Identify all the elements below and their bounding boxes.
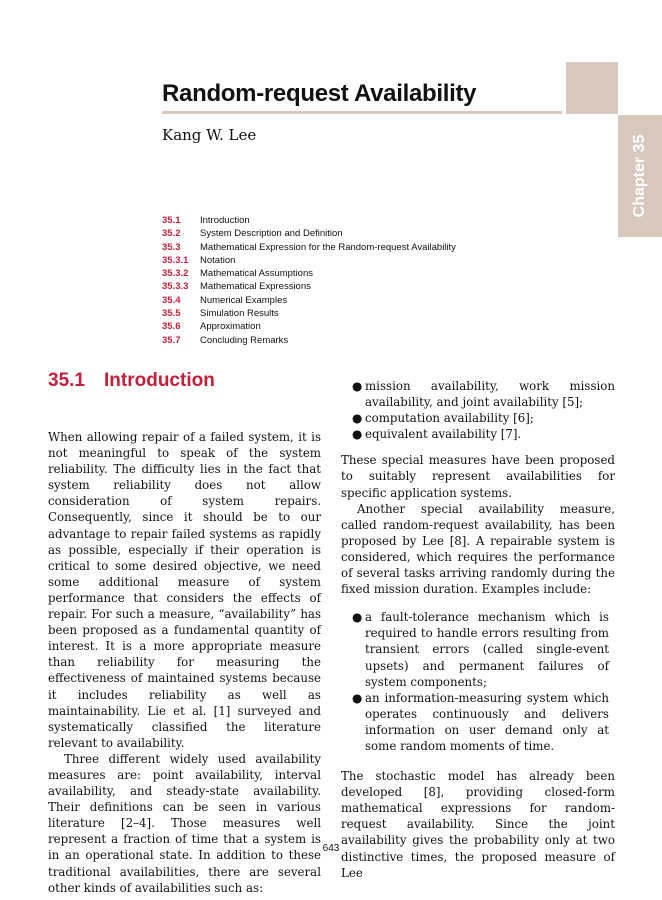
bullet-item (341, 609, 615, 689)
toc-item[interactable] (162, 280, 456, 293)
bullet-item (341, 690, 615, 754)
chapter-color-block (566, 62, 618, 114)
bullet-icon: ● (352, 411, 363, 426)
toc-title: Approximation (200, 321, 261, 333)
bullet-list (341, 609, 615, 754)
section-title: Introduction (104, 370, 215, 391)
toc-title: Mathematical Expression for the Random-request Availability (200, 241, 456, 253)
paragraph: These special measures have been proposed to suitably represent availabilities for specific application systems. (341, 453, 615, 500)
toc-item[interactable] (162, 334, 456, 347)
bullet-icon: ● (352, 427, 363, 442)
title-rule (162, 111, 562, 114)
bullet-text: equivalent availability [7]. (365, 427, 522, 442)
toc-item[interactable] (162, 254, 456, 267)
toc-title: Mathematical Expressions (200, 281, 311, 293)
bullet-item (341, 410, 615, 426)
chapter-tab (618, 115, 662, 237)
toc-title: Concluding Remarks (200, 334, 289, 346)
bullet-list (341, 378, 615, 442)
toc-title: Notation (200, 254, 236, 266)
bullet-text: an information-measuring system which operates continuously and delivers information on user demand only at some random moments of time. (365, 690, 609, 753)
section-heading (48, 370, 321, 392)
toc-number: 35.3 (162, 241, 181, 253)
table-of-contents (162, 214, 456, 347)
toc-title: Mathematical Assumptions (200, 268, 313, 280)
bullet-item (341, 378, 615, 410)
toc-title: System Description and Definition (200, 228, 343, 240)
bullet-text: mission availability, work mission availability, and joint availability [5]; (365, 379, 615, 410)
bullet-icon: ● (352, 690, 363, 705)
author-name: Kang W. Lee (162, 126, 257, 144)
toc-item[interactable] (162, 241, 456, 254)
toc-title: Introduction (200, 215, 250, 226)
toc-title: Simulation Results (200, 308, 279, 320)
bullet-item (341, 426, 615, 442)
paragraph: The stochastic model has already been developed [8], providing closed-form mathematical expressions for random-request availability. Since the joint availability gives the probability only at two distinctive times, the proposed measure of Lee (341, 769, 615, 880)
toc-number: 35.7 (162, 334, 181, 346)
paragraph: When allowing repair of a failed system, it is not meaningful to speak of the system reliability. The difficulty lies in the fact that system reliability does not allow consideration of system repairs. Consequently, since it should be to our advantage to repair failed systems as rapidly as possible, especially if their operation is critical to some desired objective, we need some additional measure of system performance that considers the effects of repair. For such a measure, “availability” has been proposed as a fundamental quantity of interest. It is a more appropriate measure than reliability for measuring the effectiveness of maintained systems because it includes reliability as well as maintainability. Lie et al. [1] surveyed and systematically classified the literature relevant to availability. (48, 430, 321, 750)
bullet-icon: ● (352, 610, 363, 625)
paragraph: Three different widely used availability measures are: point availability, interval availability, and steady-state availability. Their definitions can be seen in various literature [2–4]. Those measures well represent a fraction of time that a system is in an operational state. In addition to these traditional availabilities, there are several other kinds of availabilities such as: (48, 751, 321, 895)
paragraph: Another special availability measure, called random-request availability, has been proposed by Lee [8]. A repairable system is considered, which requires the performance of several tasks arriving randomly during the fixed mission duration. Examples include: (341, 501, 615, 597)
toc-item[interactable] (162, 227, 456, 240)
bullet-icon: ● (352, 379, 363, 393)
section-number: 35.1 (48, 370, 85, 391)
toc-number: 35.2 (162, 228, 181, 240)
right-column (341, 378, 615, 881)
toc-number: 35.5 (162, 308, 181, 320)
left-column (48, 370, 321, 896)
page-number: 643 (322, 843, 340, 854)
bullet-text: a fault-tolerance mechanism which is required to handle errors resulting from transient errors (called single-event upsets) and permanent failures of system components; (365, 610, 609, 689)
chapter-tab-label: Chapter 35 (631, 134, 648, 218)
chapter-title: Random-request Availability (162, 80, 477, 107)
toc-number: 35.3.3 (162, 281, 189, 293)
toc-number: 35.3.1 (162, 254, 189, 266)
toc-item[interactable] (162, 294, 456, 307)
toc-number: 35.3.2 (162, 268, 189, 280)
toc-item[interactable] (162, 214, 456, 227)
toc-item[interactable] (162, 267, 456, 280)
bullet-text: computation availability [6]; (365, 411, 534, 426)
toc-number: 35.1 (162, 215, 181, 226)
toc-item[interactable] (162, 307, 456, 320)
toc-number: 35.4 (162, 294, 181, 306)
toc-item[interactable] (162, 320, 456, 333)
toc-title: Numerical Examples (200, 294, 288, 306)
toc-number: 35.6 (162, 321, 181, 333)
